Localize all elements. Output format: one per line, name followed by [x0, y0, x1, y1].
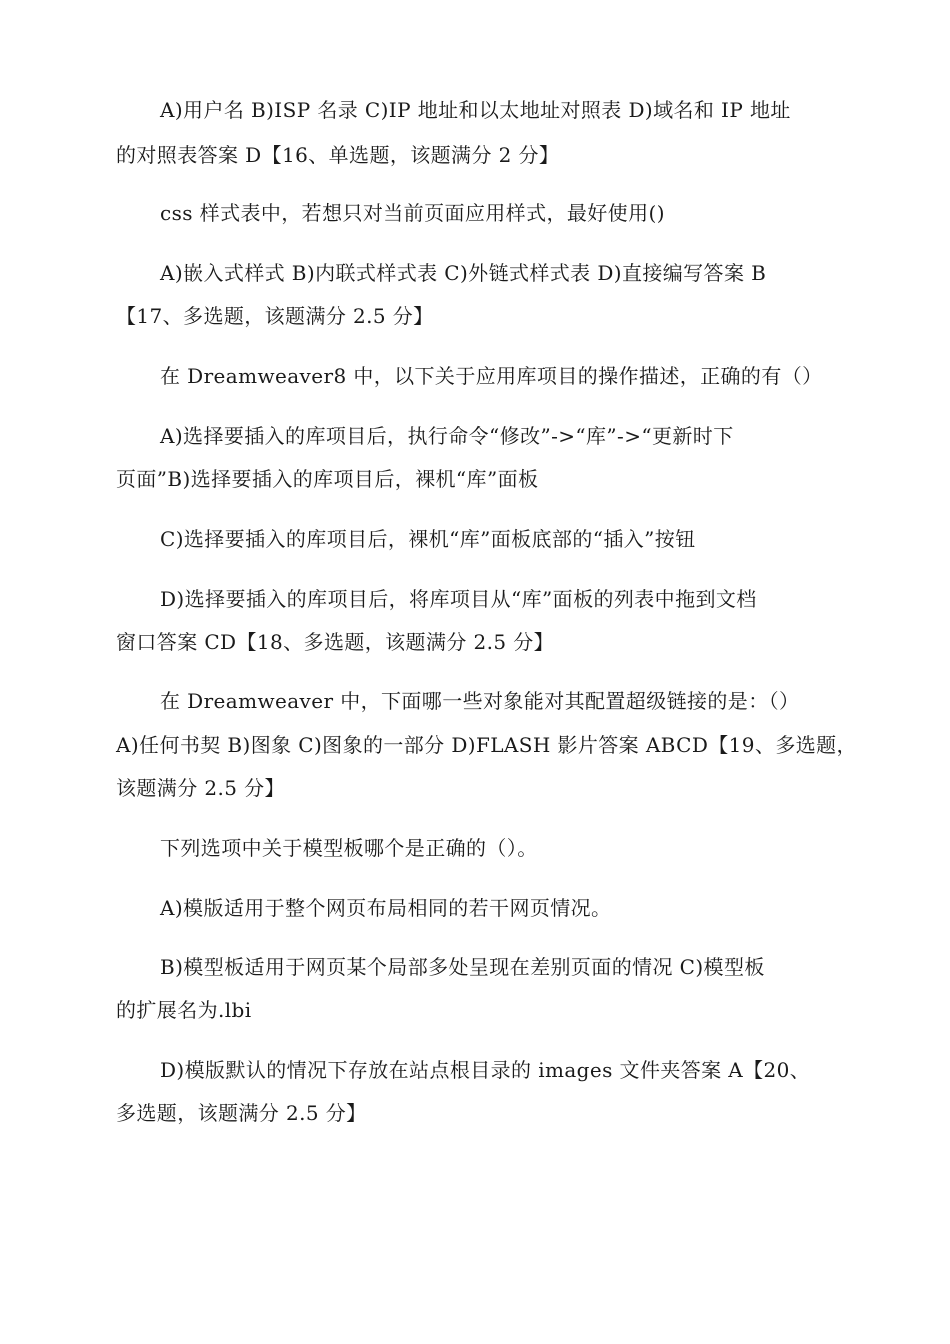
text-line: A)任何书契 B)图象 C)图象的一部分 D)FLASH 影片答案 ABCD【19、多选题， — [116, 733, 857, 757]
text-line: A)用户名 B)ISP 名录 C)IP 地址和以太地址对照表 D)域名和 IP 地址 — [160, 98, 791, 122]
text-line: 在 Dreamweaver 中，下面哪一些对象能对其配置超级链接的是：（） — [160, 689, 800, 713]
text-line: 多选题，该题满分 2.5 分】 — [116, 1101, 367, 1125]
text-line: 窗口答案 CD【18、多选题，该题满分 2.5 分】 — [116, 630, 555, 654]
text-line: 下列选项中关于模型板哪个是正确的（）。 — [160, 836, 538, 860]
text-line: 的扩展名为.lbi — [116, 998, 252, 1022]
text-line: D)模版默认的情况下存放在站点根目录的 images 文件夹答案 A【20、 — [160, 1058, 811, 1082]
text-line: D)选择要插入的库项目后，将库项目从“库”面板的列表中拖到文档 — [160, 587, 757, 611]
text-line: B)模型板适用于网页某个局部多处呈现在差别页面的情况 C)模型板 — [160, 955, 765, 979]
text-line: 【17、多选题，该题满分 2.5 分】 — [116, 304, 434, 328]
text-line: A)模版适用于整个网页布局相同的若干网页情况。 — [160, 896, 612, 920]
text-line: C)选择要插入的库项目后，裸机“库”面板底部的“插入”按钮 — [160, 527, 696, 551]
text-line: A)选择要插入的库项目后，执行命令“修改”->“库”->“更新时下 — [160, 424, 734, 448]
text-line: css 样式表中，若想只对当前页面应用样式，最好使用() — [160, 201, 665, 225]
text-line: A)嵌入式样式 B)内联式样式表 C)外链式样式表 D)直接编写答案 B — [160, 261, 767, 285]
text-line: 的对照表答案 D【16、单选题，该题满分 2 分】 — [116, 143, 560, 167]
text-line: 页面”B)选择要插入的库项目后，裸机“库”面板 — [116, 467, 539, 491]
text-line: 该题满分 2.5 分】 — [116, 776, 285, 800]
text-line: 在 Dreamweaver8 中，以下关于应用库项目的操作描述，正确的有（） — [160, 364, 823, 388]
